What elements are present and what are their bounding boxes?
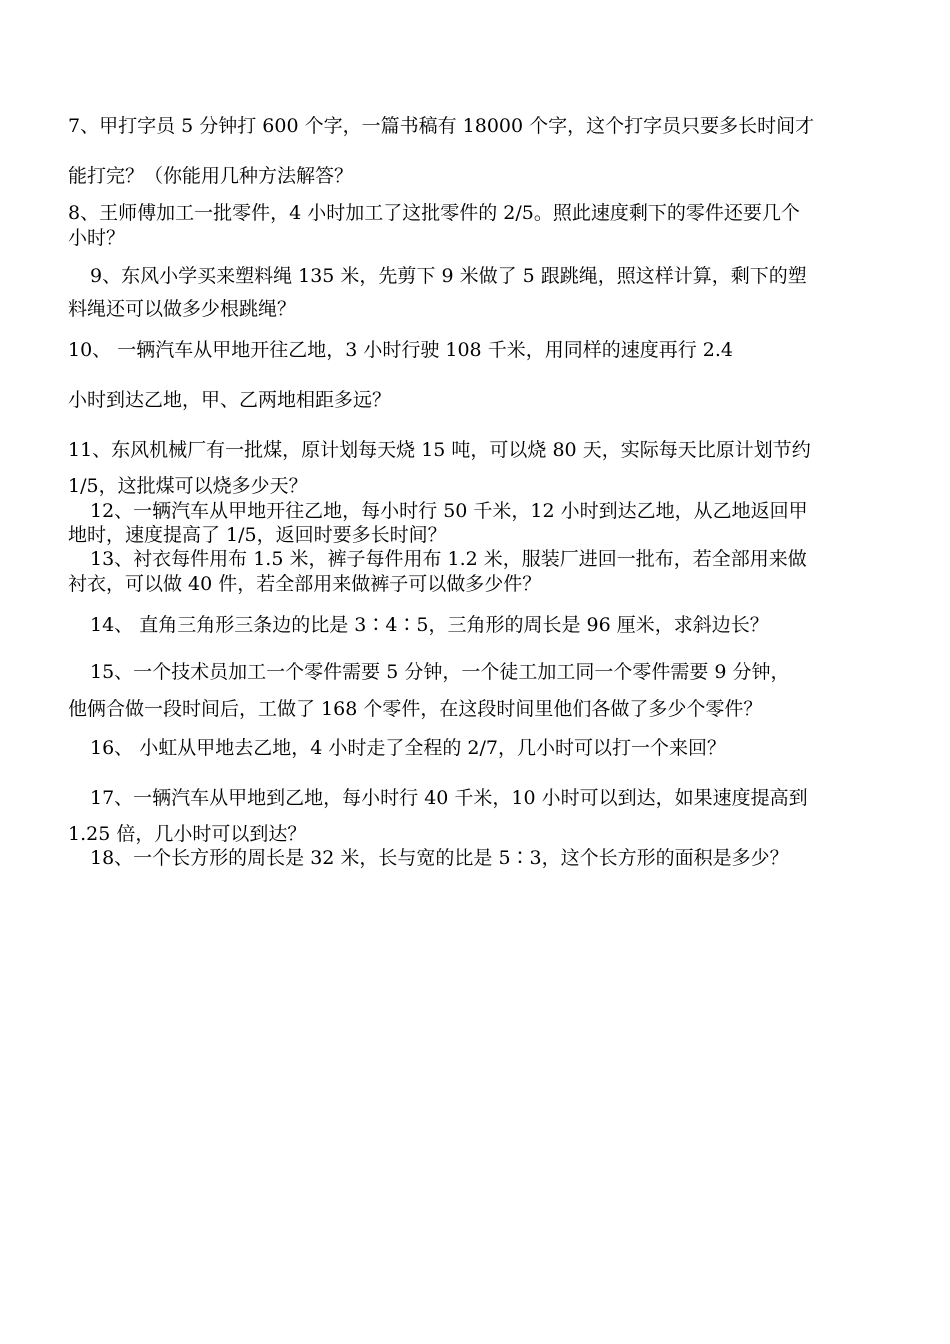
question-18-line-1: 18、一个长方形的周长是 32 米，长与宽的比是 5∶3，这个长方形的面积是多少？	[90, 847, 789, 869]
question-10-line-1: 10、 一辆汽车从甲地开往乙地，3 小时行驶 108 千米，用同样的速度再行 2.4	[68, 339, 733, 361]
question-16-line-1: 16、 小虹从甲地去乙地，4 小时走了全程的 2/7，几小时可以打一个来回？	[90, 737, 726, 759]
question-9-line-2: 料绳还可以做多少根跳绳？	[68, 298, 297, 320]
question-14-line-1: 14、 直角三角形三条边的比是 3∶4∶5，三角形的周长是 96 厘米，求斜边长？	[90, 614, 769, 636]
question-17-line-1: 17、一辆汽车从甲地到乙地，每小时行 40 千米，10 小时可以到达，如果速度提高到	[90, 787, 808, 809]
question-9-line-1: 9、东风小学买来塑料绳 135 米，先剪下 9 米做了 5 跟跳绳，照这样计算，剩下的塑	[90, 265, 807, 287]
question-12-line-1: 12、一辆汽车从甲地开往乙地，每小时行 50 千米，12 小时到达乙地，从乙地返回甲	[90, 500, 808, 522]
question-12-line-2: 地时，速度提高了 1/5，返回时要多长时间？	[68, 524, 447, 546]
question-7-line-2: 能打完？（你能用几种方法解答？	[68, 165, 354, 187]
question-11-line-1: 11、东风机械厂有一批煤，原计划每天烧 15 吨，可以烧 80 天，实际每天比原计划节约	[68, 439, 811, 461]
question-13-line-2: 衬衣，可以做 40 件，若全部用来做裤子可以做多少件？	[68, 573, 542, 595]
question-8-line-2: 小时？	[68, 227, 126, 249]
question-13-line-1: 13、衬衣每件用布 1.5 米，裤子每件用布 1.2 米，服装厂进回一批布，若全部用来做	[90, 548, 807, 570]
question-8-line-1: 8、王师傅加工一批零件，4 小时加工了这批零件的 2/5。照此速度剩下的零件还要几个	[68, 202, 800, 224]
question-7-line-1: 7、甲打字员 5 分钟打 600 个字，一篇书稿有 18000 个字，这个打字员只要多长时间才	[68, 115, 815, 137]
question-10-line-2: 小时到达乙地，甲、乙两地相距多远？	[68, 389, 392, 411]
question-11-line-2: 1/5，这批煤可以烧多少天？	[68, 475, 308, 497]
question-15-line-2: 他俩合做一段时间后，工做了 168 个零件，在这段时间里他们各做了多少个零件？	[68, 698, 763, 720]
question-15-line-1: 15、一个技术员加工一个零件需要 5 分钟，一个徒工加工同一个零件需要 9 分钟，	[90, 661, 790, 683]
question-17-line-2: 1.25 倍，几小时可以到达？	[68, 823, 307, 845]
